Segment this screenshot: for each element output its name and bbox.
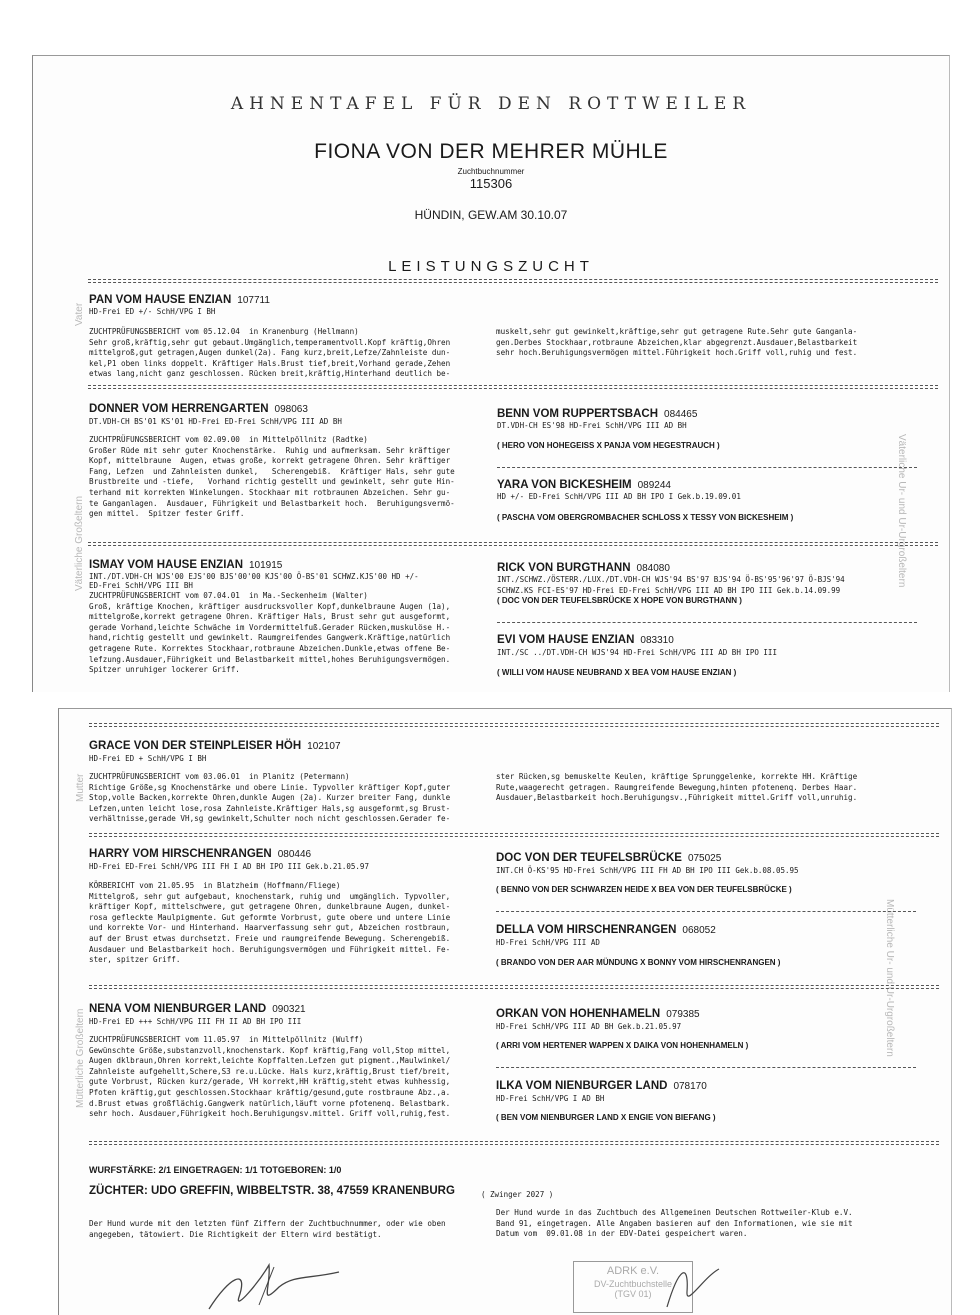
document-title: AHNENTAFEL FÜR DEN ROTTWEILER xyxy=(230,94,752,114)
sire-report-right: muskelt,sehr gut gewinkelt,kräftige,sehr gut getragene Rute.Sehr gute Ganganla- gen.Derbes Stockhaar,rotbraune Abzeichen,klar abgegrenzt.Ausdauer,Belastbarkeit sehr hoch.Beruhigungsvermögen mittel.Führigkeit hoch.Griff voll,ruhig und fest. xyxy=(496,327,858,358)
dam-dam-titles: HD-Frei ED +++ SchH/VPG III FH II AD BH IPO III xyxy=(89,1017,302,1026)
dds-titles: HD-Frei SchH/VPG III AD BH Gek.b.21.05.97 xyxy=(496,1022,682,1031)
dam-name: GRACE VON DER STEINPLEISER HÖH 102107 xyxy=(89,740,341,752)
pedigree-sheet-top xyxy=(32,55,950,692)
dsd-titles: HD-Frei SchH/VPG III AD xyxy=(496,938,600,947)
sdd-name: EVI VOM HAUSE ENZIAN 083310 xyxy=(497,634,674,646)
dds-parents: ( ARRI VOM HERTENER WAPPEN X DAIKA VON HOHENHAMELN ) xyxy=(496,1041,749,1050)
litter-info: WURFSTÄRKE: 2/1 EINGETRAGEN: 1/1 TOTGEBOREN: 1/0 xyxy=(89,1165,342,1175)
breeder-info: ZÜCHTER: UDO GREFFIN, WIBBELTSTR. 38, 47559 KRANENBURG xyxy=(89,1185,455,1197)
ssd-parents: ( PASCHA VOM OBERGROMBACHER SCHLOSS X TESSY VON BICKESHEIM ) xyxy=(497,513,794,522)
side-label-mut-urgross: Mütterliche Ur- und Ur-Urgroßeltern xyxy=(884,899,895,1057)
sire-sire-titles: DT.VDH-CH BS'01 KS'01 HD-Frei ED-Frei SchH/VPG III AD BH xyxy=(89,417,342,426)
dam-sire-report: KÖRBERICHT vom 21.05.95 in Blatzheim (Hoffmann/Fliege) Mittelgroß, sehr gut aufgebaut, knochenstark, ruhig und umgänglich. Typvoller, kräftiger Kopf, mittelschwere, gut getragene Ohren, dunkelbraune Augen, dunkel- rosa gefleckte Maulpigmente. Gut geformte Vorbrust, gute obere und untere Linie und korrekte Vor- und Hinterhand. Haarverfassung sehr gut, Abzeichen rostbraun, auf der Brust etwas durchsetzt. Freie und raumgreifende Bewegung. Scherengebiß. Ausdauer und Belastbarkeit hoch. Beruhigungsvermögen und Führigkeit mittel. Fe- ster, spitzer Griff. xyxy=(89,881,451,965)
ssd-name: YARA VON BICKESHEIM 089244 xyxy=(497,479,671,491)
stamp-signature-icon xyxy=(659,1257,739,1315)
dog-name: FIONA VON DER MEHRER MÜHLE xyxy=(314,140,668,163)
stamp-line-3: (TGV 01) xyxy=(614,1289,652,1299)
stamp-line-2: DV-Zuchtbuchstelle xyxy=(593,1279,673,1289)
sire-dam-titles-1: INT./DT.VDH-CH WJS'00 EJS'00 BJS'00'00 KJS'00 Ö-BS'01 SCHWZ.KJS'00 HD +/- xyxy=(89,572,419,581)
section-title: LEISTUNGSZUCHT xyxy=(388,258,594,275)
sdd-parents: ( WILLI VOM HAUSE NEUBRAND X BEA VOM HAUSE ENZIAN ) xyxy=(497,668,737,677)
dds-name: ORKAN VON HOHENHAMELN 079385 xyxy=(496,1008,700,1020)
dss-parents: ( BENNO VON DER SCHWARZEN HEIDE X BEA VON DER TEUFELSBRÜCKE ) xyxy=(496,885,792,894)
divider xyxy=(497,467,917,468)
side-label-vat-urgross: Väterliche Ur- und Ur-Urgroßeltern xyxy=(896,434,907,588)
ddd-parents: ( BEN VOM NIENBURGER LAND X ENGIE VON BIEFANG ) xyxy=(496,1113,716,1122)
divider xyxy=(89,1141,939,1145)
tattoo-note: Der Hund wurde mit den letzten fünf Ziffern der Zuchtbuchnummer, oder wie oben angegeben, tätowiert. Die Richtigkeit der Eltern wird bestätigt. xyxy=(89,1219,446,1239)
zuchtbuch-label: Zuchtbuchnummer xyxy=(457,167,525,176)
sire-titles: HD-Frei ED +/- SchH/VPG I BH xyxy=(89,307,216,316)
dam-dam-name: NENA VOM NIENBURGER LAND 090321 xyxy=(89,1003,306,1015)
sire-dam-name: ISMAY VOM HAUSE ENZIAN 101915 xyxy=(89,559,283,571)
dam-sire-titles: HD-Frei ED-Frei SchH/VPG III FH I AD BH IPO III Gek.b.21.05.97 xyxy=(89,862,369,871)
signature-icon xyxy=(199,1257,349,1315)
ddd-name: ILKA VOM NIENBURGER LAND 078170 xyxy=(496,1080,707,1092)
sdd-titles: INT./SC ../DT.VDH-CH WJS'94 HD-Frei SchH/VPG III AD BH IPO III xyxy=(497,648,777,657)
divider xyxy=(88,279,938,283)
dam-dam-report: ZUCHTPRÜFUNGSBERICHT vom 11.05.97 in Mittelpöllnitz (Wulff) Gewünschte Größe,substanzvoll,knochenstark. Kopf kräftig,Fang voll,Stop mittel, Augen dklbraun,Ohren korrekt,leichte Kopffalten.Lefzen gut pigment.,Maulwinkel/ Zahnleiste aufgehellt,Schere,S3 re.u.Lücke. Hals kurz,kräftig,Brust tief/breit, gute Vorbrust, Rücken kurz/gerade, VH korrekt,HH kräftig,steht etwas kuhhessig, Pfoten kräftig,gut geschlossen.Stockhaar kräftig/gesund,gute rostbraune Abz.,a. d.Brust etwas großflächig.Gangwerk natürlich,läuft vorne pfotenenq. Belastbark. sehr hoch. Ausdauer,Führigkeit hoch.Beruhigungsv.mittel. Griff voll,ruhig,fest. xyxy=(89,1035,451,1119)
dsd-name: DELLA VOM HIRSCHENRANGEN 068052 xyxy=(496,924,716,936)
ssd-titles: HD +/- ED-Frei SchH/VPG III AD BH IPO I Gek.b.19.09.01 xyxy=(497,492,741,501)
divider xyxy=(497,622,917,623)
sds-titles-2: SCHWZ.KS FCI-ES'97 HD-Frei ED-Frei SchH/VPG III AD BH IPO III Gek.b.14.09.99 xyxy=(497,586,841,595)
sire-dam-titles-2: ED-Frei SchH/VPG III BH xyxy=(89,581,193,590)
ddd-titles: HD-Frei SchH/VPG I AD BH xyxy=(496,1094,605,1103)
divider xyxy=(496,911,916,912)
dam-report-right: ster Rücken,sg bemuskelte Keulen, kräftige Sprunggelenke, korrekte HH. Kräftige Rute,waagerecht getragen. Raumgreifende Bewegung,hinten pfotenenq. Derbes Haar. Ausdauer,Belastbarkeit hoch.Beruhigungsv.,Führigkeit mittel.Griff voll,unruhig. xyxy=(496,772,858,803)
sss-titles: DT.VDH-CH ES'98 HD-Frei SchH/VPG III AD BH xyxy=(497,421,687,430)
sire-dam-report: ZUCHTPRÜFUNGSBERICHT vom 07.04.01 in Ma.-Seckenheim (Walter) Groß, kräftige Knochen, kräftiger ausdrucksvoller Kopf,dunkelbraune Augen (1a), mittelgroße,korrekt getragene Ohren. Kräftiger Hals, Brust sehr gut ausgeformt, gerade Vorhand,leichte Schwäche im Vordermittelfuß.Gerader Rücken,muskulöse H.- hand,richtig gestellt und gewinkelt. Raumgreifendes Gangwerk.Kräftige,natürlich getragene Rute. Korrektes Stockhaar,rotbraune Abzeichen.Dunkle,etwas offene Be- lefzung.Ausdauer,Führigkeit und Belastbarkeit mittel,hohes Beruhigungsvermögen. Spitzer unruhiger lockerer Griff. xyxy=(89,591,451,675)
sire-sire-name: DONNER VOM HERRENGARTEN 098063 xyxy=(89,403,308,415)
dam-report-left: ZUCHTPRÜFUNGSBERICHT vom 03.06.01 in Planitz (Petermann) Richtige Größe,sg Knochenstärke und obere Linie. Typvoller kräftiger Kopf,guter Stop,volle Backen,korrekte Ohren,dunkle Augen (2a). Kurzer breiter Fang, dunkle Lefzen,unten leicht lose,rosa Zahnleiste.Kräftiger Hals,sg ausgeformt,sg Brust- verhältnisse,gerade VH,sg gewinkelt,Schulter noch nicht geschlossen.Gerader fe- xyxy=(89,772,451,824)
sss-name: BENN VOM RUPPERTSBACH 084465 xyxy=(497,408,698,420)
zuchtbuch-number: 115306 xyxy=(469,176,513,191)
dss-titles: INT.CH Ö-KS'95 HD-Frei SchH/VPG III FH AD BH IPO III Gek.b.08.05.95 xyxy=(496,866,799,875)
divider xyxy=(89,723,939,727)
side-label-mut-gross: Mütterliche Großeltern xyxy=(75,1008,86,1108)
sds-titles-1: INT./SCHWZ./ÖSTERR./LUX./DT.VDH-CH WJS'94 BS'97 BJS'94 Ö-BS'95'96'97 Ö-BJS'94 xyxy=(497,575,845,584)
dsd-parents: ( BRANDO VON DER AAR MÜNDUNG X BONNY VOM HIRSCHENRANGEN ) xyxy=(496,958,781,967)
kennel-number: ( Zwinger 2027 ) xyxy=(481,1190,554,1199)
sex-and-birthdate: HÜNDIN, GEW.AM 30.10.07 xyxy=(414,208,568,222)
side-label-mutter: Mutter xyxy=(75,773,86,802)
dam-sire-name: HARRY VOM HIRSCHENRANGEN 080446 xyxy=(89,848,312,860)
dss-name: DOC VON DER TEUFELSBRÜCKE 075025 xyxy=(496,852,722,864)
sire-sire-report: ZUCHTPRÜFUNGSBERICHT vom 02.09.00 in Mittelpöllnitz (Radtke) Großer Rüde mit sehr guter Knochenstärke. Ruhig und aufmerksam. Sehr kräftiger Kopf, mittelbraune Augen, etwas große, korrekt getragene Ohren. Sehr kräftiger Fang, Lefzen und Zahnleisten dunkel, Scherengebiß. Kräftiger Hals, sehr gute Brustbreite und -tiefe, Vorhand richtig gestellt und gewinkelt, sehr gute Hin- terhand mit korrekten Winkelungen. Stockhaar mit rotbraunen Abzeichen. Sehr gu- te Ganganlagen. Ausdauer, Führigkeit und Belastbarkeit hoch. Beruhigungsvermö- gen mittel. Spitzer fester Griff. xyxy=(89,435,455,519)
registry-note: Der Hund wurde in das Zuchtbuch des Allgemeinen Deutschen Rottweiler-Klub e.V. Band 91, eingetragen. Alle Angaben basieren auf den Informationen, wie sie mit Datum vom 09.01.08 in der EDV-Datei gespeichert waren. xyxy=(496,1208,853,1239)
sire-name: PAN VOM HAUSE ENZIAN 107711 xyxy=(89,294,270,306)
sds-name: RICK VON BURGTHANN 084080 xyxy=(497,562,670,574)
divider xyxy=(89,833,939,837)
side-label-vat-gross: Väterliche Großeltern xyxy=(74,495,85,591)
dam-titles: HD-Frei ED + SchH/VPG I BH xyxy=(89,754,207,763)
side-label-vater: Vater xyxy=(74,302,85,326)
pedigree-sheet-bottom xyxy=(58,708,952,1315)
stamp-line-1: ADRK e.V. xyxy=(606,1265,660,1277)
sire-report-left: ZUCHTPRÜFUNGSBERICHT vom 05.12.04 in Kranenburg (Hellmann) Sehr groß,kräftig,sehr gut gebaut.Umgänglich,temperamentvoll.Kopf kräftig,Ohren mittelgroß,gut getragen,Augen dunkel(2a). Fang kurz,breit,Lefze/Zahnleiste dun- kel,P1 oben links doppelt. Kräftiger Hals.Brust tief,breit,Vorhand gerade,Zehen etwas lang,nicht ganz geschlossen. Rücken breit,kräftig,Hinterhand deutlich be- xyxy=(89,327,451,379)
divider xyxy=(496,1067,916,1068)
sds-parents: ( DOC VON DER TEUFELSBRÜCKE X HOPE VON BURGTHANN ) xyxy=(497,596,742,605)
divider xyxy=(88,542,938,546)
divider xyxy=(88,385,938,389)
sss-parents: ( HERO VON HOHEGEISS X PANJA VOM HEGESTRAUCH ) xyxy=(497,441,720,450)
divider xyxy=(89,985,939,989)
